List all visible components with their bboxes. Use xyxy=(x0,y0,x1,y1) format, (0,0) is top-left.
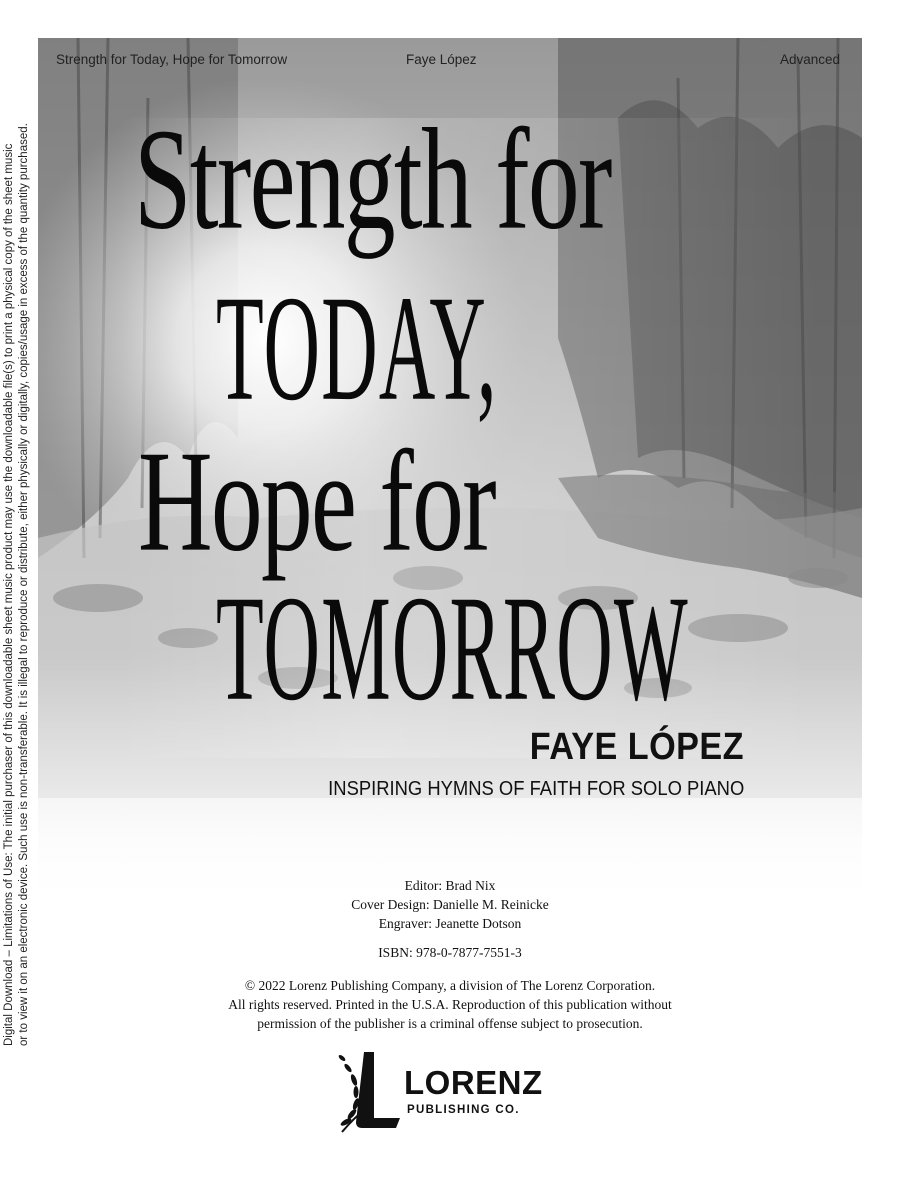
copyright-notice xyxy=(38,976,862,1033)
title-line-3: Hope for xyxy=(138,421,495,582)
title-line-4: TOMORROW xyxy=(216,565,689,733)
cover-design-credit: Cover Design: Danielle M. Reinicke xyxy=(351,897,549,912)
copyright-line-1: © 2022 Lorenz Publishing Company, a division of The Lorenz Corporation. xyxy=(244,978,656,993)
credits-block xyxy=(38,876,862,933)
usage-notice-line-1: Digital Download – Limitations of Use: The initial purchaser of this downloadable sheet music product may use the downloadable file(s) to print a physical copy of the sheet music xyxy=(3,143,15,1046)
publisher-tagline: PUBLISHING CO. xyxy=(407,1104,520,1116)
subtitle: INSPIRING HYMNS OF FAITH FOR SOLO PIANO xyxy=(327,778,744,800)
copyright-line-2: All rights reserved. Printed in the U.S.A. Reproduction of this publication without xyxy=(228,997,672,1012)
isbn: ISBN: 978-0-7877-7551-3 xyxy=(378,945,522,960)
title-line-2: TODAY, xyxy=(216,265,498,433)
title-line-1: Strength for xyxy=(134,99,611,260)
publisher-logo xyxy=(334,1048,564,1134)
running-header-level: Advanced xyxy=(779,52,840,67)
author-name: FAYE LÓPEZ xyxy=(529,726,744,768)
usage-notice-line-2: or to view it on an electronic device. Such use is non-transferable. It is illegal to reproduce or distribute, either physically or digitally, copies/usage in excess of the quantity purchased. xyxy=(18,123,30,1046)
publisher-name: LORENZ xyxy=(404,1064,543,1101)
running-header-title: Strength for Today, Hope for Tomorrow xyxy=(56,52,288,67)
engraver-credit: Engraver: Jeanette Dotson xyxy=(378,916,522,931)
editor-credit: Editor: Brad Nix xyxy=(404,878,496,893)
laurel-l-icon xyxy=(334,1048,406,1134)
usage-notice xyxy=(2,46,32,1046)
copyright-line-3: permission of the publisher is a criminal offense subject to prosecution. xyxy=(257,1016,643,1031)
running-header-composer: Faye López xyxy=(406,52,477,67)
cover xyxy=(38,38,862,1058)
